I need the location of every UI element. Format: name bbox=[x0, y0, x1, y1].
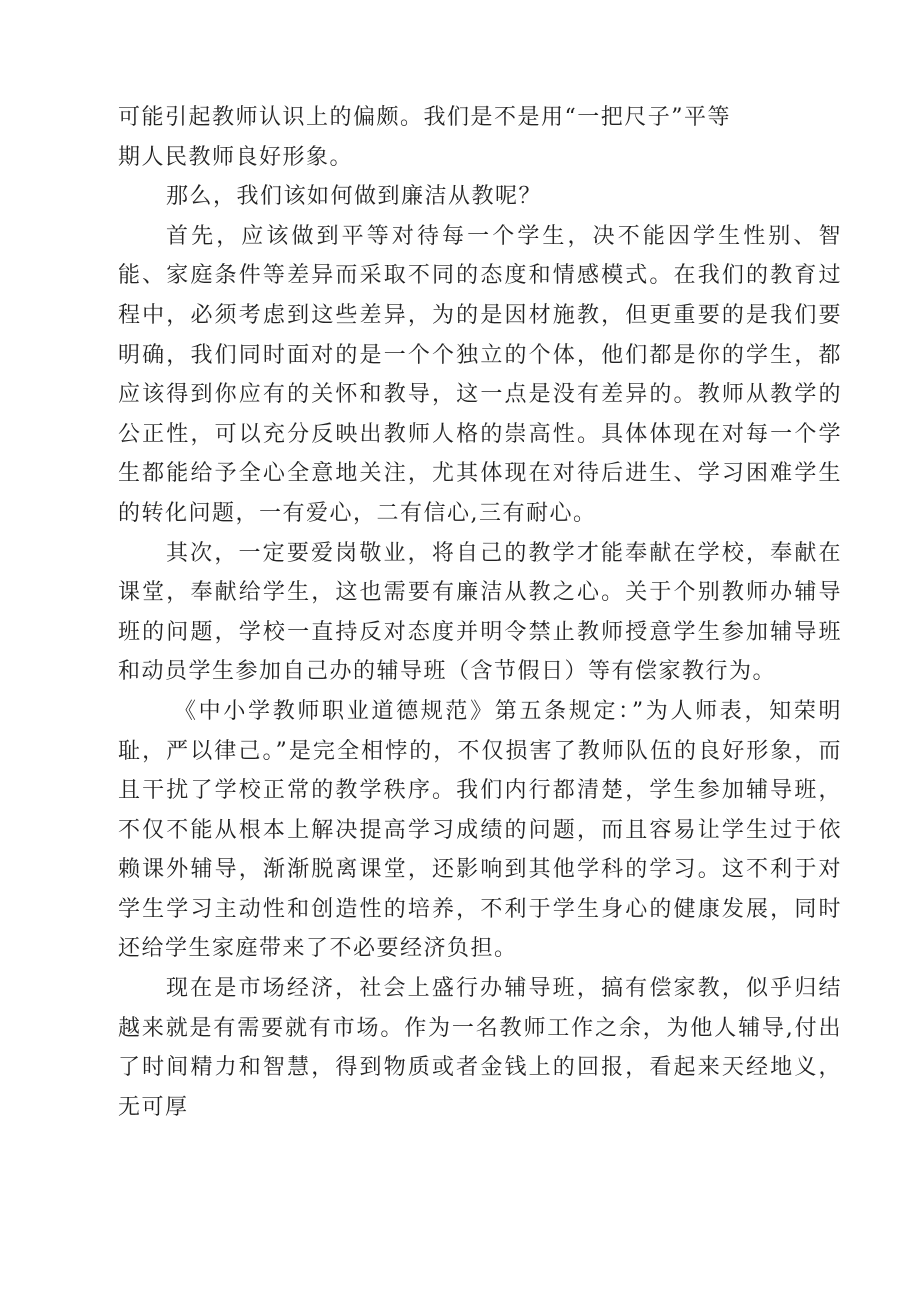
paragraph-first-point: 首先，应该做到平等对待每一个学生，决不能因学生性别、智能、家庭条件等差异而采取不同的态度和情感模式。在我们的教育过程中，必须考虑到这些差异，为的是因材施教，但更重要的是我们要明确，我们同时面对的是一个个独立的个体，他们都是你的学生，都应该得到你应有的关怀和教导，这一点是没有差异的。教师从教学的公正性，可以充分反映出教师人格的崇高性。具体体现在对每一个学生都能给予全心全意地关注，尤其体现在对待后进生、学习困难学生的转化问题，一有爱心，二有信心,三有耐心。 bbox=[118, 223, 842, 526]
paragraph-second-point: 其次，一定要爱岗敬业，将自己的教学才能奉献在学校，奉献在课堂，奉献给学生，这也需要有廉洁从教之心。关于个别教师办辅导班的问题，学校一直持反对态度并明令禁止教师授意学生参加辅导班和动员学生参加自己办的辅导班（含节假日）等有偿家教行为。 bbox=[118, 540, 842, 685]
paragraph-continuation-1: 可能引起教师认识上的偏颇。我们是不是用“一把尺子”平等 bbox=[118, 105, 731, 130]
paragraph-code-of-conduct: 《中小学教师职业道德规范》第五条规定：”为人师表，知荣明耻，严以律己。”是完全相悖的，不仅损害了教师队伍的良好形象，而且干扰了学校正常的教学秩序。我们内行都清楚，学生参加辅导班，不仅不能从根本上解决提高学习成绩的问题，而且容易让学生过于依赖课外辅导，渐渐脱离课堂，还影响到其他学科的学习。这不利于对学生学习主动性和创造性的培养，不利于学生身心的健康发展，同时还给学生家庭带来了不必要经济负担。 bbox=[118, 698, 842, 962]
paragraph-continuation-2: 期人民教师良好形象。 bbox=[118, 144, 354, 170]
document-body bbox=[118, 98, 842, 1127]
paragraph-question: 那么，我们该如何做到廉洁从教呢？ bbox=[166, 184, 543, 210]
paragraph-market-economy: 现在是市场经济，社会上盛行办辅导班，搞有偿家教，似乎归结越来就是有需要就有市场。作为一名教师工作之余，为他人辅导,付出了时间精力和智慧，得到物质或者金钱上的回报，看起来天经地义，无可厚 bbox=[118, 976, 842, 1120]
